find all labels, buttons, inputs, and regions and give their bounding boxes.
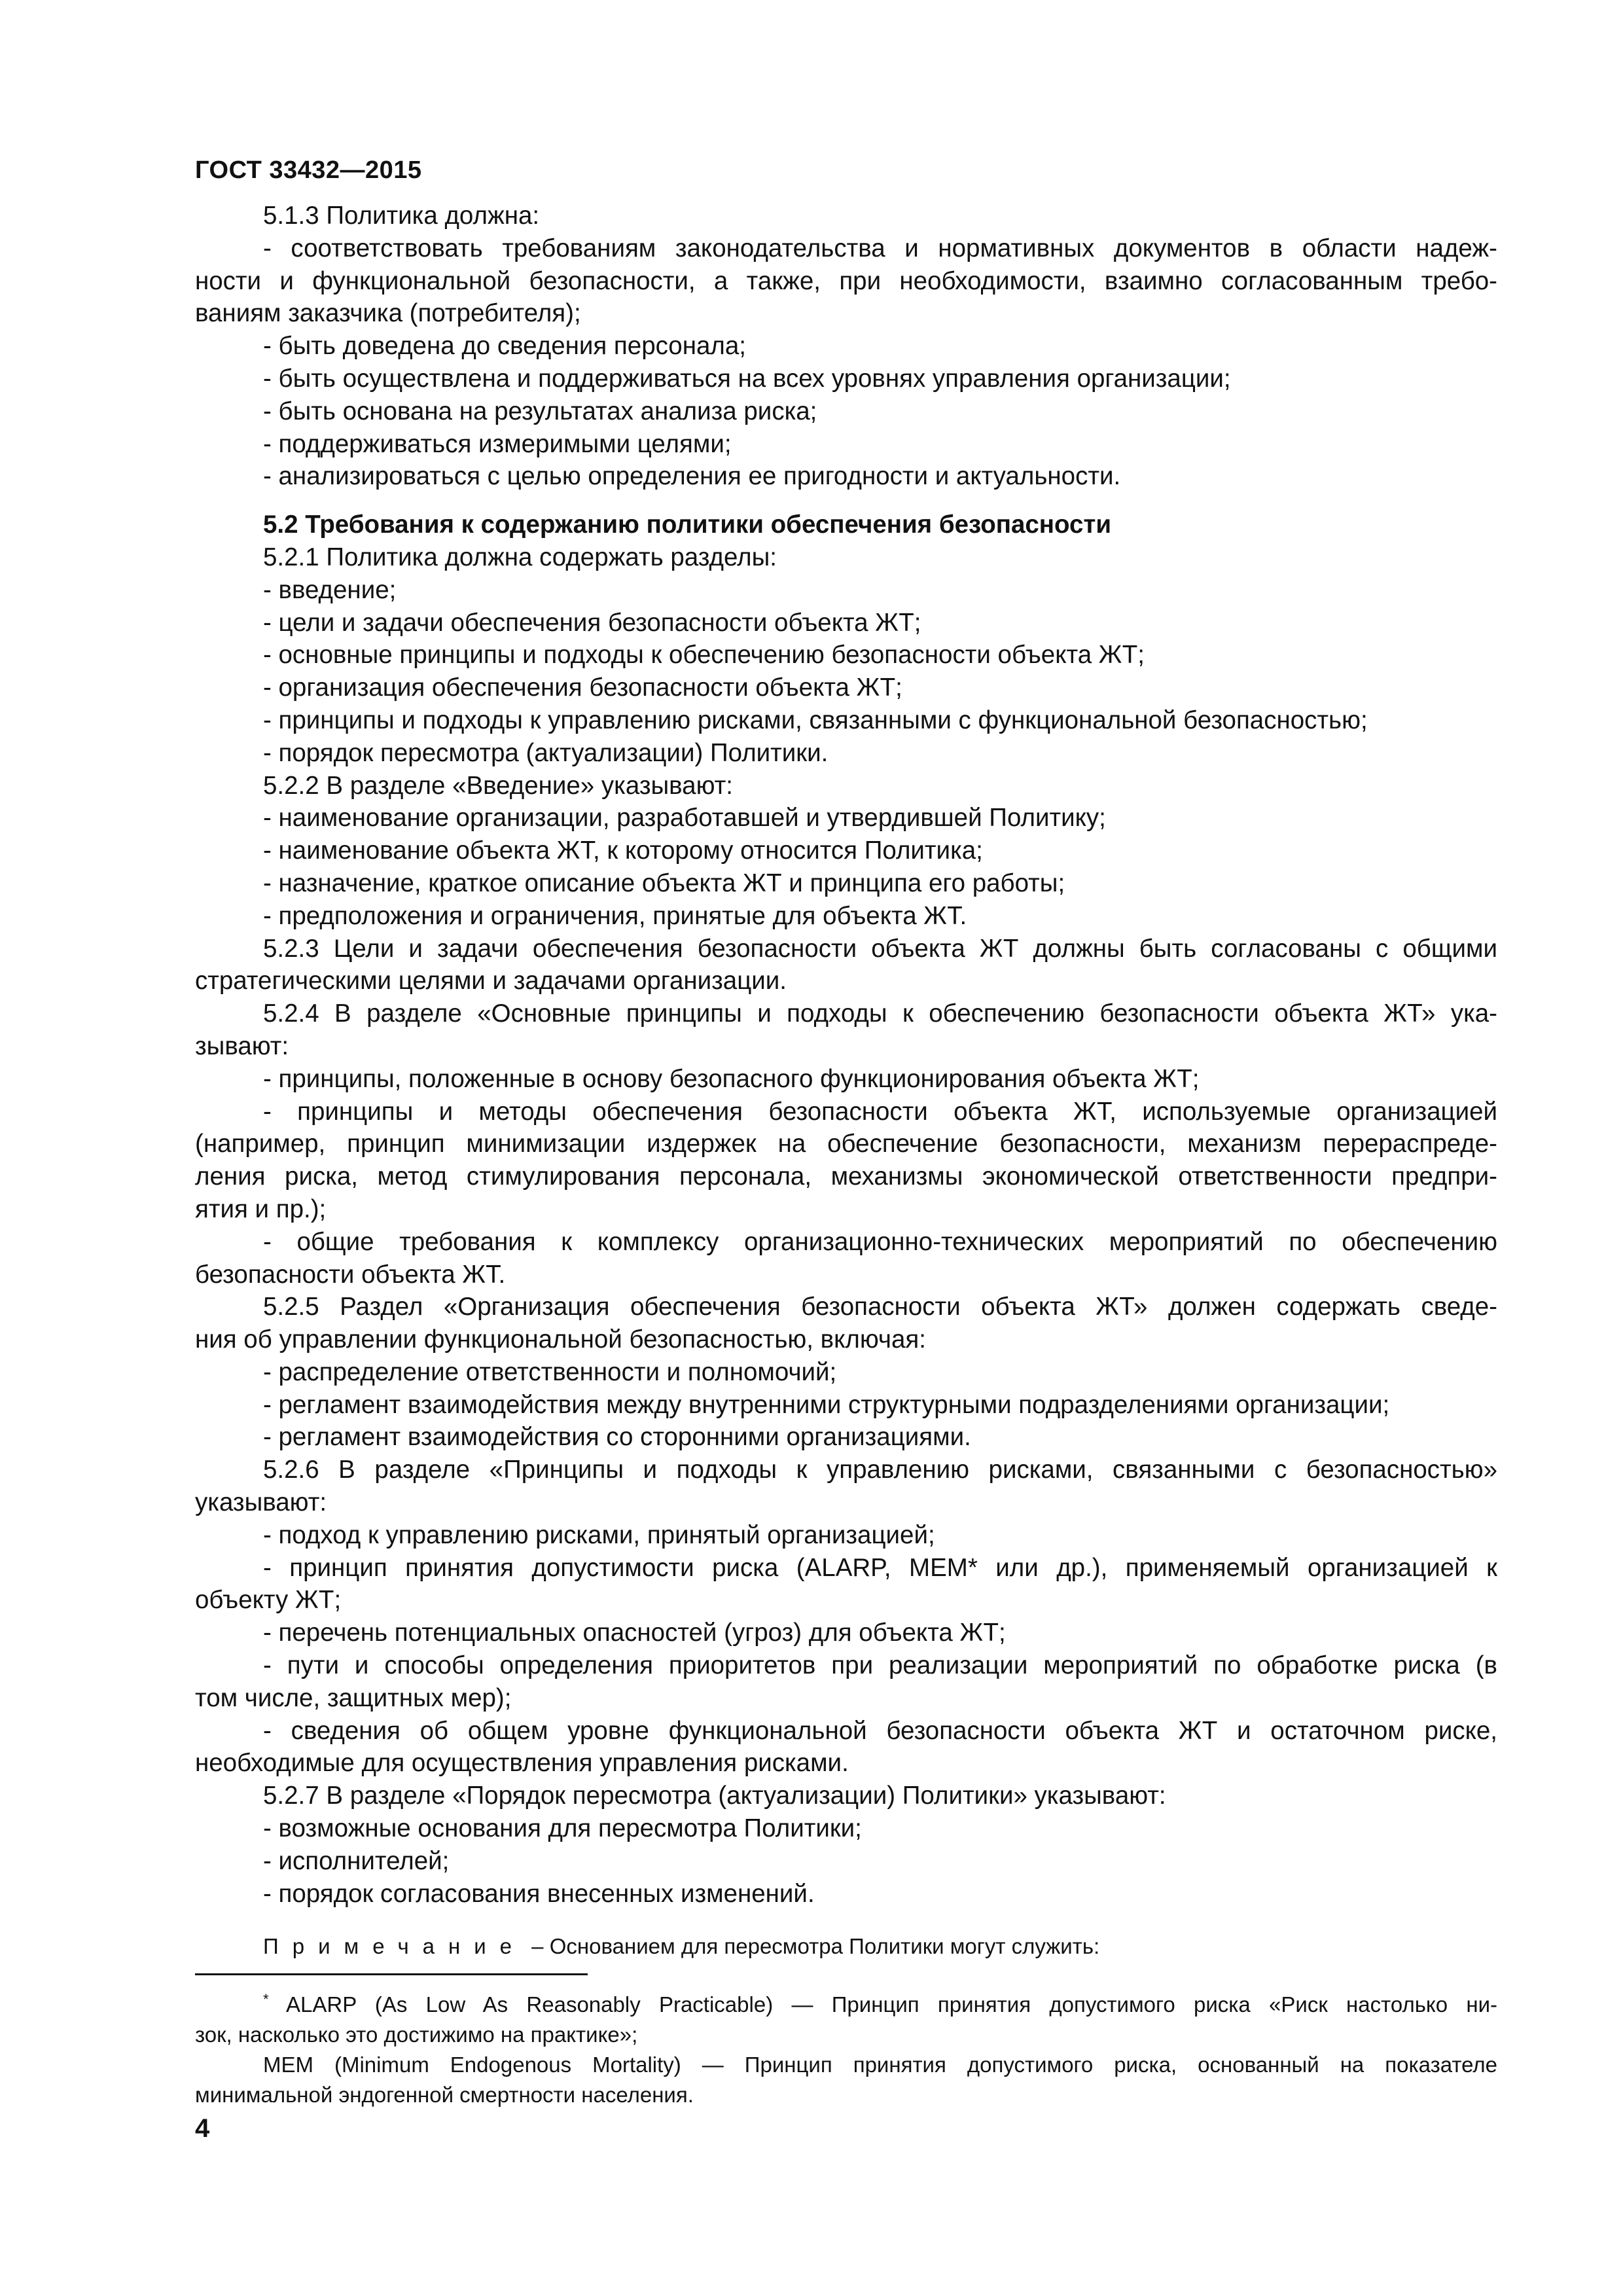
footnote-alarp (195, 1990, 1497, 2020)
list-item-continuation: (например, принцип минимизации издержек на обеспечение безопасности, механизм перераспреде- (195, 1130, 1497, 1158)
clause-5-2-5: 5.2.5 Раздел «Организация обеспечения безопасности объекта ЖТ» должен содержать сведе- (263, 1293, 1497, 1321)
list-item: - соответствовать требованиям законодательства и нормативных документов в области надеж- (263, 234, 1497, 262)
list-item-continuation: ности и функциональной безопасности, а также, при необходимости, взаимно согласованным требо- (195, 266, 1497, 295)
clause-5-1-3: 5.1.3 Политика должна: (263, 202, 540, 230)
note-text: – Основанием для пересмотра Политики могут служить: (526, 1934, 1100, 1959)
clause-5-2-4: 5.2.4 В разделе «Основные принципы и подходы к обеспечению безопасности объекта ЖТ» ука- (263, 999, 1497, 1028)
list-item-continuation: необходимые для осуществления управления рисками. (195, 1749, 849, 1778)
note-label: Примечание (263, 1934, 526, 1959)
list-item: - введение; (263, 575, 397, 604)
list-item-continuation: ятия и пр.); (195, 1194, 327, 1223)
clause-continuation: стратегическими целями и задачами организации. (195, 967, 787, 996)
list-item: - принципы и подходы к управлению рисками, связанными с функциональной безопасностью; (263, 706, 1368, 734)
footnote-text: ALARP (As Low As Reasonably Practicable) — Принцип принятия допустимого риска «Риск настолько ни- (268, 1992, 1497, 2017)
list-item: - анализироваться с целью определения ее пригодности и актуальности. (263, 462, 1121, 491)
clause-continuation: указывают: (195, 1488, 327, 1517)
list-item: - перечень потенциальных опасностей (угроз) для объекта ЖТ; (263, 1619, 1006, 1647)
footnote-mem: МЕМ (Minimum Endogenous Mortality) — Принцип принятия допустимого риска, основанный на показателе (263, 2053, 1497, 2077)
list-item: - общие требования к комплексу организационно-технических мероприятий по обеспечению (263, 1227, 1497, 1256)
list-item-continuation: ваниям заказчика (потребителя); (195, 299, 581, 328)
page-number: 4 (195, 2114, 210, 2143)
note (195, 1932, 1497, 1961)
list-item: - подход к управлению рисками, принятый организацией; (263, 1520, 935, 1549)
list-item: - порядок пересмотра (актуализации) Политики. (263, 738, 829, 767)
clause-5-2-1: 5.2.1 Политика должна содержать разделы: (263, 543, 777, 571)
list-item-continuation: безопасности объекта ЖТ. (195, 1260, 506, 1289)
list-item: - назначение, краткое описание объекта ЖТ и принципа его работы; (263, 869, 1065, 897)
list-item: - возможные основания для пересмотра Политики; (263, 1814, 862, 1843)
footnote-continuation: зок, насколько это достижимо на практике»; (195, 2022, 638, 2047)
list-item: - быть основана на результатах анализа риска; (263, 397, 817, 425)
list-item: - принцип принятия допустимости риска (ALARP, МЕМ* или др.), применяемый организацией к (263, 1553, 1497, 1582)
list-item: - быть осуществлена и поддерживаться на всех уровнях управления организации; (263, 364, 1231, 393)
list-item-continuation: объекту ЖТ; (195, 1586, 342, 1615)
clause-5-2-3: 5.2.3 Цели и задачи обеспечения безопасности объекта ЖТ должны быть согласованы с общими (263, 934, 1497, 963)
list-item: - сведения об общем уровне функциональной безопасности объекта ЖТ и остаточном риске, (263, 1716, 1497, 1745)
list-item: - быть доведена до сведения персонала; (263, 332, 746, 361)
list-item: - поддерживаться измеримыми целями; (263, 429, 732, 458)
clause-5-2-7: 5.2.7 В разделе «Порядок пересмотра (актуализации) Политики» указывают: (263, 1782, 1166, 1810)
clause-5-2-6: 5.2.6 В разделе «Принципы и подходы к управлению рисками, связанными с безопасностью» (263, 1456, 1497, 1484)
clause-continuation: ния об управлении функциональной безопасностью, включая: (195, 1325, 926, 1354)
list-item: - основные принципы и подходы к обеспечению безопасности объекта ЖТ; (263, 641, 1145, 670)
list-item: - порядок согласования внесенных изменений. (263, 1879, 815, 1908)
clause-5-2-2: 5.2.2 В разделе «Введение» указывают: (263, 771, 733, 800)
list-item: - наименование организации, разработавшей и утвердившей Политику; (263, 804, 1106, 833)
list-item: - цели и задачи обеспечения безопасности объекта ЖТ; (263, 608, 921, 637)
section-heading-5-2: 5.2 Требования к содержанию политики обеспечения безопасности (263, 511, 1111, 539)
list-item: - организация обеспечения безопасности объекта ЖТ; (263, 673, 902, 702)
footnotes (195, 1990, 1497, 2110)
list-item: - регламент взаимодействия между внутренними структурными подразделениями организации; (263, 1390, 1390, 1419)
list-item-continuation: том числе, защитных мер); (195, 1683, 512, 1712)
list-item: - пути и способы определения приоритетов при реализации мероприятий по обработке риска (в (263, 1651, 1497, 1680)
clause-continuation: зывают: (195, 1031, 289, 1060)
list-item: - распределение ответственности и полномочий; (263, 1357, 837, 1386)
list-item: - предположения и ограничения, принятые для объекта ЖТ. (263, 901, 967, 930)
list-item: - наименование объекта ЖТ, к которому относится Политика; (263, 836, 983, 865)
list-item-continuation: ления риска, метод стимулирования персонала, механизмы экономической ответственности предпри- (195, 1162, 1497, 1191)
list-item: - исполнителей; (263, 1846, 450, 1875)
document-header: ГОСТ 33432—2015 (195, 156, 422, 184)
list-item: - принципы, положенные в основу безопасного функционирования объекта ЖТ; (263, 1064, 1200, 1093)
footnote-separator (195, 1973, 588, 1975)
document-body (195, 200, 1497, 1961)
list-item: - регламент взаимодействия со сторонними организациями. (263, 1423, 971, 1452)
list-item: - принципы и методы обеспечения безопасности объекта ЖТ, используемые организацией (263, 1097, 1497, 1126)
footnote-mark: * (263, 1991, 269, 2007)
footnote-continuation: минимальной эндогенной смертности населения. (195, 2083, 694, 2107)
